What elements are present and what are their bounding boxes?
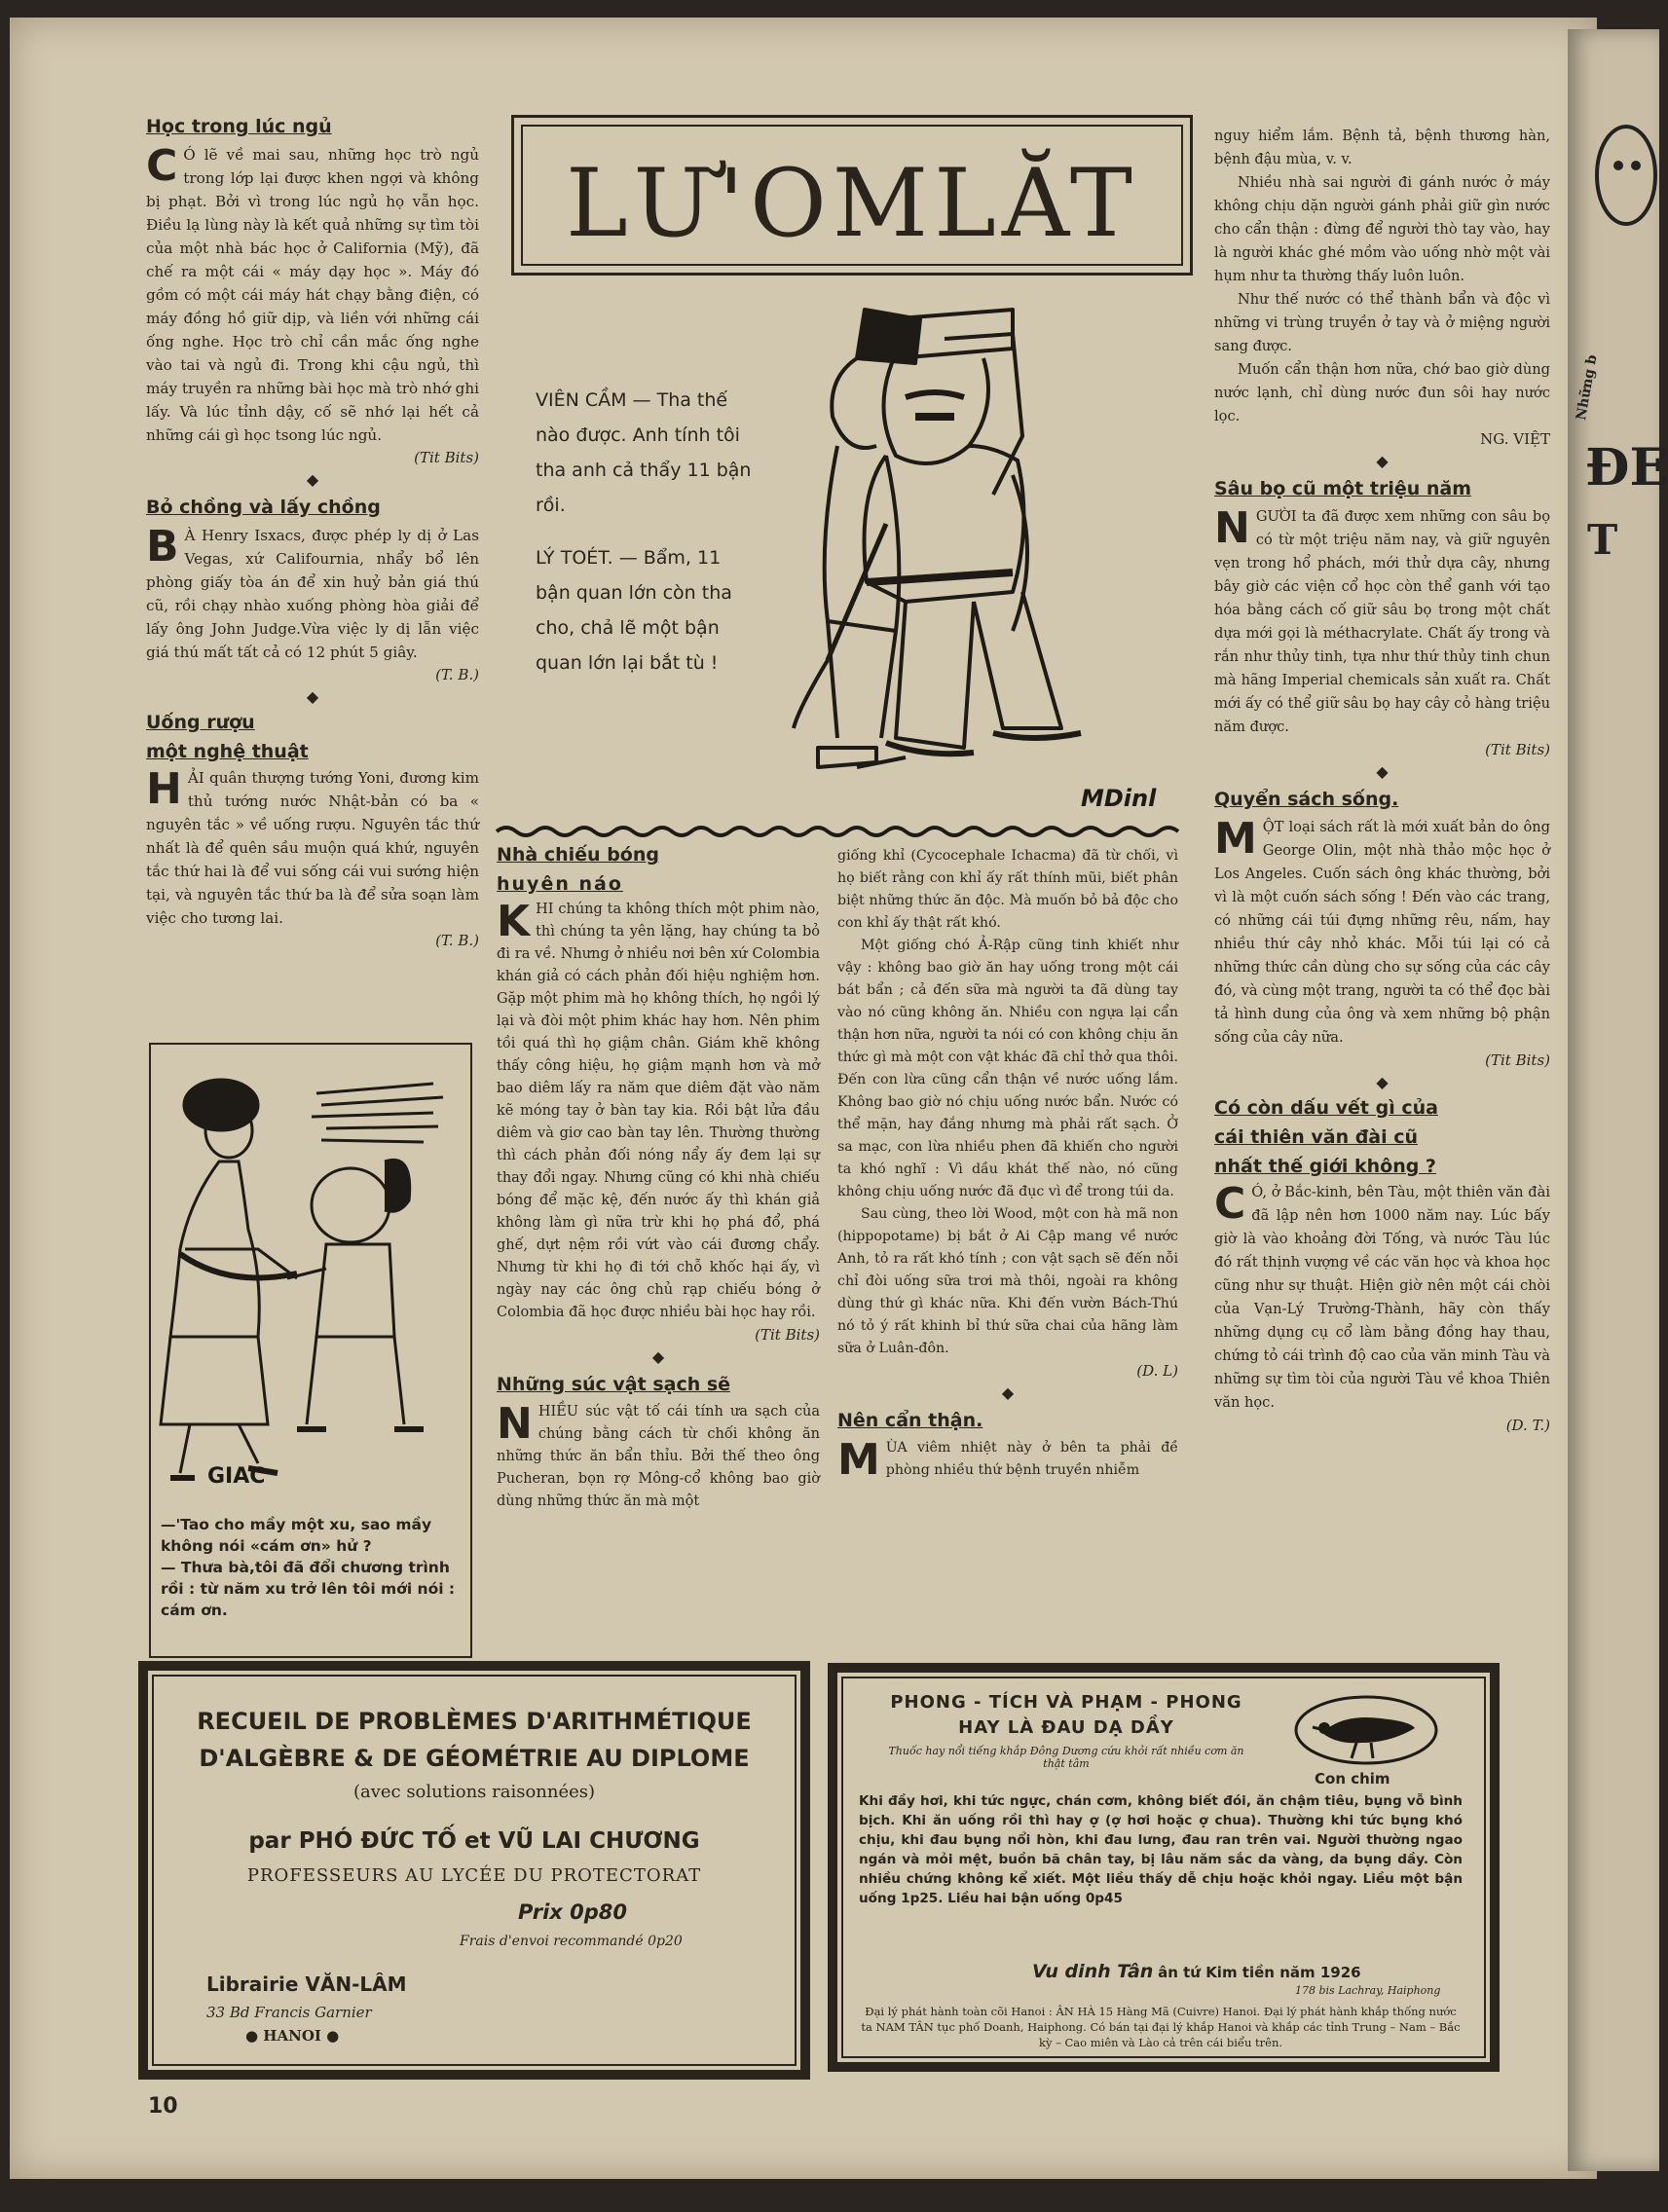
- newspaper-page: [10, 18, 1597, 2179]
- article-body: Như thế nước có thể thành bẩn và độc vì những vi trùng truyền ở tay và ở miệng người sang được.: [1214, 291, 1550, 354]
- center-column-a: [497, 840, 820, 1513]
- article-body: NHIỀU súc vật tố cái tính ưa sạch của chúng bằng cách từ chối không ăn những thức ăn bẩn thỉu. Bởi thế theo ông Pucheran, bọn rợ Mông-cổ không bao giờ dùng những thức ăn mà một: [497, 1399, 820, 1509]
- article-source: (T. B.): [435, 932, 479, 949]
- article-body: HẢI quân thượng tướng Yoni, đương kim thủ tướng nước Nhật-bản có ba « nguyên tắc » về uống rượu. Nguyên tắc thứ nhất là để quên sầu muộn quá khứ, nguyên tắc thứ hai là để vui sống cái vui sướng hiện tại, và nguyên tắc thứ ba là để sửa soạn làm việc cho tương lai.: [146, 764, 479, 927]
- article-body: Một giống chó Ả-Rập cũng tinh khiết như vậy : không bao giờ ăn hay uống trong một cái bát bẩn ; cả đến sữa mà người ta đã dùng tay vào nó cũng không ăn. Nhiều con ngựa lại cẩn thận hơn nữa, người ta nói có con không chịu ăn thức gì mà một con vật khác đã chỉ thở qua thôi. Đến con lừa cũng cẩn thận về nước uống lắm. Không bao giờ nó chịu uống nước bẩn. Nước có thể mặn, hay đắng nhưng mà phải rất sạch. Ở sa mạc, con lừa nhiều phen đã khiến cho người ta khó nghĩ : Vì dầu khát thế nào, nó cũng không chịu uống nước đã đục vì để trong túi da.: [837, 938, 1178, 1199]
- drop-cap: C: [1214, 1179, 1246, 1229]
- main-cartoon-illustration: [789, 300, 1188, 826]
- ad-body: Khi đầy hơi, khi tức ngực, chán cơm, không biết đói, ăn chậm tiêu, bụng vỗ bình bịch. Khi ăn uống rồi thì hay ợ (ợ hơi hoặc ợ chua). Thường khi tức bụng khó chịu, khi đau bụng nổi hòn, khi đau lưng, đau ran trên vai. Người thường ngao ngán và mỏi mệt, buồn bã chân tay, bị lâu năm sắc da vàng, da bụng dầy. Còn nhiều chứng không kể xiết. Một liều thấy dễ chịu hoặc khỏi ngay. Liều một bận uống 1p25. Liều hai bận uống 0p45: [859, 1793, 1463, 1906]
- article-heading: một nghệ thuật: [146, 741, 309, 762]
- cartoon-dialog: [536, 383, 760, 681]
- article-source: NG. VIỆT: [1480, 430, 1550, 448]
- masthead-box: [511, 115, 1193, 276]
- diamond-separator-icon: ◆: [651, 1347, 665, 1366]
- article-source: (Tit Bits): [414, 449, 479, 466]
- edge-fragment: T: [1587, 516, 1618, 564]
- article-heading: cái thiên văn đài cũ: [1214, 1126, 1419, 1148]
- article-heading: Nên cẩn thận.: [837, 1410, 983, 1431]
- article-heading: Có còn dấu vết gì của: [1214, 1097, 1438, 1119]
- bird-logo-icon: [1293, 1694, 1439, 1767]
- article-body: MÙA viêm nhiệt này ở bên ta phải đề phòng nhiều thứ bệnh truyền nhiễm: [837, 1435, 1178, 1485]
- ad-by: par: [248, 1828, 291, 1854]
- drop-cap: N: [497, 1399, 533, 1449]
- wavy-divider: [497, 824, 1173, 839]
- diamond-separator-icon: ◆: [1376, 1073, 1389, 1091]
- ad-logo-label: Con chim: [1315, 1770, 1390, 1788]
- ad-authors: PHÓ ĐỨC TỐ et VŨ LAI CHƯƠNG: [298, 1828, 700, 1854]
- diamond-separator-icon: ◆: [1376, 452, 1389, 470]
- article-body: Nhiều nhà sai người đi gánh nước ở máy không chịu dặn người gánh phải giữ gìn nước cho cẩn thận : đừng để người thò tay vào, hay là người khác ghé mồm vào uống nhờ một vài hụm như ta thường thấy luôn luôn.: [1214, 174, 1550, 284]
- right-column: [1214, 125, 1550, 1438]
- ad-title-line: PHONG - TÍCH VÀ PHẠM - PHONG: [890, 1692, 1242, 1713]
- article-source: (T. B.): [435, 666, 479, 683]
- ad-title-line: D'ALGÈBRE & DE GÉOMÉTRIE AU DIPLOME: [199, 1745, 750, 1772]
- ad-price: Prix 0p80: [518, 1900, 628, 1924]
- cartoon-illustration: [151, 1045, 466, 1502]
- article-source: (D. L): [1136, 1362, 1178, 1380]
- diamond-separator-icon: ◆: [306, 687, 319, 706]
- drop-cap: M: [1214, 814, 1257, 864]
- ad-address: 33 Bd Francis Garnier: [206, 2004, 372, 2021]
- article-body: MỘT loại sách rất là mới xuất bản do ông George Olin, một nhà thảo mộc học ở Los Angeles. Cuốn sách ông khác thường, bởi vì là một cuốn sách sống ! Đến vào các trang, có những cái túi đựng những rêu, nấm, hay nhiều thứ cây nhỏ khác. Mỗi túi lại có cả những thức cần dùng cho sự sống của các cây đó, và cùng một trang, người ta có thể đọc bài tả hình dung của ông và xem những bộ phận sống của cây nữa.: [1214, 814, 1550, 1046]
- ad-title-line: RECUEIL DE PROBLÈMES D'ARITHMÉTIQUE: [197, 1708, 752, 1735]
- ad-subtitle: (avec solutions raisonnées): [352, 1782, 596, 1802]
- page-number: 10: [148, 2094, 178, 2119]
- article-heading: Sâu bọ cũ một triệu năm: [1214, 478, 1472, 499]
- cartoon-signature: GIAC: [207, 1464, 266, 1489]
- article-heading: Bỏ chồng và lấy chồng: [146, 497, 381, 518]
- ad-city: ● HANOI ●: [245, 2027, 340, 2045]
- article-source: (Tit Bits): [755, 1326, 820, 1344]
- face-illustration-icon: [1587, 117, 1655, 234]
- drop-cap: K: [497, 897, 531, 946]
- drop-cap: C: [146, 141, 178, 191]
- article-body: C Ó lẽ về mai sau, những học trò ngủ trong lớp lại được khen ngợi và không bị phạt. Bởi vì trong lúc ngủ họ vẫn học. Điều lạ lùng này là kết quả những sự tìm tòi của một nhà bác học ở California (Mỹ), đã chế ra một cái « máy dạy học ». Máy đó gồm có một cái máy hát chạy bằng điện, có máy đồng hồ giữ dịp, và liền với những cái ống nghe. Học trò chỉ cần mắc ống nghe vào tai và ngủ đi. Trong khi cậu ngủ, thì máy truyền ra những bài học mà trò nhớ ghi lấy. Và lúc tỉnh dậy, cố sẽ nhớ lại hết cả những cái gì học tsong lúc ngủ.: [146, 141, 479, 444]
- dialog-line: LÝ TOÉT. — Bẩm, 11 bận quan lớn còn tha cho, chả lẽ một bận quan lớn lại bắt tù !: [536, 547, 732, 674]
- article-source: (Tit Bits): [1485, 1051, 1550, 1069]
- ad-maker-line: [1032, 1961, 1361, 1982]
- article-heading: huyên náo: [497, 873, 623, 895]
- article-source: (D. T.): [1505, 1417, 1550, 1434]
- article-body: NGƯỜI ta đã được xem những con sâu bọ có từ một triệu năm nay, và giữ nguyên vẹn trong hổ phách, mới thử dựa cây, nhưng bây giờ các viện cổ học còn thể ganh với tạo hóa bằng cách cố giữ sâu bọ trong một chất dựa mới gọi là méthacrylate. Chất ấy trong và rắn như thủy tinh, tựa như thứ thủy tinh chun mà hãng Imperial chemicals sản xuất ra. Chất mới ấy có thể giữ sâu bọ hay cây cỏ hàng triệu năm được.: [1214, 503, 1550, 735]
- article-heading: nhất thế giới không ?: [1214, 1156, 1436, 1177]
- caption-line: — Thưa bà,tôi đã đổi chương trình rồi : từ năm xu trở lên tôi mới nói : cám ơn.: [161, 1559, 456, 1619]
- article-source: (Tit Bits): [1485, 741, 1550, 758]
- article-heading: Học trong lúc ngủ: [146, 116, 332, 137]
- cartoon-signature: MDinl: [1081, 785, 1157, 812]
- ad-maker-note: ân tứ Kim tiền năm 1926: [1158, 1964, 1361, 1981]
- ad-shipping: Frais d'envoi recommandé 0p20: [460, 1934, 683, 1949]
- masthead-title: LƯ'OMLĂT: [566, 149, 1138, 258]
- drop-cap: H: [146, 764, 182, 814]
- article-body: nguy hiểm lắm. Bệnh tả, bệnh thương hàn, bệnh đậu mùa, v. v.: [1214, 128, 1550, 167]
- cartoon-caption: [151, 1502, 470, 1625]
- ad-subtitle: Thuốc hay nổi tiếng khắp Đông Dương cứu khỏi rất nhiều cơm ăn thật tâm: [888, 1745, 1244, 1770]
- ad-professors: PROFESSEURS AU LYCÉE DU PROTECTORAT: [246, 1865, 702, 1886]
- ad-agents: Đại lý phát hành toàn cõi Hanoi : ÂN HÀ 15 Hàng Mã (Cuivre) Hanoi. Đại lý phát hành khắp thống nước ta NAM TÂN tục phố Doanh, Haiphong. Có bán tại đại lý khắp Hanoi và khắp các tỉnh Trung – Nam – Bắc kỳ – Cao miên và Lào cả trên cái biểu trên.: [861, 2005, 1461, 2049]
- ad-maker-address: 178 bis Lachray, Haiphong: [1295, 1984, 1441, 1997]
- article-body: Sau cùng, theo lời Wood, một con hà mã non (hippopotame) bị bắt ở Ai Cập mang về nước Anh, tỏ ra rất khó tính ; con vật sạch sẽ đến nỗi chỉ đòi uống sữa trơi mà thôi, ngoài ra không dùng thứ gì khác nữa. Khi đến vườn Bách-Thú nó tỏ ý rất khinh bỉ thứ sữa chai của hãng làm sữa ở Luân-đôn.: [837, 1206, 1178, 1356]
- article-body: KHI chúng ta không thích một phim nào, thì chúng ta yên lặng, hay chúng ta bỏ đi ra về. Nhưng ở nhiều nơi bên xứ Colombia khán giả có cách phản đối hiệu nghiệm hơn. Gặp một phim mà họ không thích, họ ngồi lý lại và đòi một phim khác hay hơn. Nên phim tồi quá thì họ giậm chân. Giám khẽ không thấy công hiệu, họ giậm mạnh hơn và mở bao diêm lấy ra năm que diêm đặt vào năm kẽ móng tay ở bàn tay kia. Rồi bật lửa đầu diêm và giơ cao bàn tay lên. Thường thường thì cách phản đối nóng nẩy ấy đem lại sự thay đổi ngay. Nhưng cũng có khi nhà chiếu bóng để mặc kệ, đến nước ấy thì khán giả không làm gì nữa trừ khi họ phá đổ, phá ghế, dựt nệm rồi vứt vào cái đương chẩy. Nhưng từ khi họ đi tới chỗ khốc hại ấy, vì ngày nay các ông chủ rạp chiếu bóng ở Colombia đã học được nhiều bài học hay rồi.: [497, 897, 820, 1320]
- adjacent-page-edge: [1568, 29, 1668, 2171]
- edge-fragment: Những b: [1574, 353, 1601, 422]
- center-column-b: [837, 845, 1178, 1485]
- cartoon-box: [149, 1043, 472, 1658]
- article-heading: Những súc vật sạch sẽ: [497, 1374, 731, 1395]
- ad-title-line: HAY LÀ ĐAU DẠ DẦY: [958, 1717, 1174, 1738]
- article-heading: Nhà chiếu bóng: [497, 844, 659, 866]
- article-heading: Quyển sách sống.: [1214, 789, 1399, 810]
- ad-shop: Librairie VĂN-LÂM: [206, 1972, 407, 1996]
- diamond-separator-icon: ◆: [1376, 762, 1389, 781]
- drop-cap: B: [146, 522, 179, 571]
- ad-maker: Vu dinh Tân: [1032, 1961, 1154, 1982]
- edge-fragment: ĐE: [1585, 438, 1668, 498]
- article-body: giống khỉ (Cycocephale Ichacma) đã từ chối, vì họ biết rằng con khỉ ấy rất thính mũi, biết phân biệt những thức ăn độc. Mà muốn bỏ bả độc cho con khỉ ấy thật rất khó.: [837, 848, 1178, 931]
- advertisement-medicine: [828, 1663, 1500, 2072]
- article-heading: Uống rượu: [146, 712, 255, 733]
- drop-cap: N: [1214, 503, 1250, 553]
- advertisement-book: [138, 1661, 810, 2080]
- caption-line: —'Tao cho mầy một xu, sao mầy không nói «cám ơn» hử ?: [161, 1516, 432, 1555]
- left-column: [146, 110, 479, 953]
- article-body: Muốn cẩn thận hơn nữa, chớ bao giờ dùng nước lạnh, chỉ dùng nước đun sôi hay nước lọc.: [1214, 361, 1550, 424]
- diamond-separator-icon: ◆: [1001, 1383, 1015, 1402]
- dialog-line: VIÊN CẦM — Tha thế nào được. Anh tính tôi tha anh cả thẩy 11 bận rồi.: [536, 389, 752, 516]
- article-body: C Ó, ở Bắc-kinh, bên Tàu, một thiên văn đài đã lập nên hơn 1000 năm nay. Lúc bấy giờ là vào khoảng đời Tống, và nước Tàu lúc đó rất thịnh vượng về các văn học và khoa học cũng như sự thuật. Hiện giờ nên một cái chòi của Vạn-Lý Trường-Thành, hãy còn thấy những dụng cụ cổ làm bằng đồng hay thau, chứng tỏ cái trình độ cao của văn minh Tàu và những sự tìm tòi của người Tàu về khoa Thiên văn học.: [1214, 1179, 1550, 1411]
- ad-authors-line: [148, 1828, 800, 1854]
- diamond-separator-icon: ◆: [306, 470, 319, 489]
- drop-cap: M: [837, 1435, 880, 1485]
- article-body: B À Henry Isxacs, được phép ly dị ở Las Vegas, xứ Califournia, nhẩy bổ lên phòng giấy tòa án để xin huỷ bản giá thú cũ, rồi chạy nhào xuống phòng hòa giải để lấy ông John Judge.Vừa việc ly dị lẫn việc giá thú mất tất cả có 12 phút 5 giây.: [146, 522, 479, 661]
